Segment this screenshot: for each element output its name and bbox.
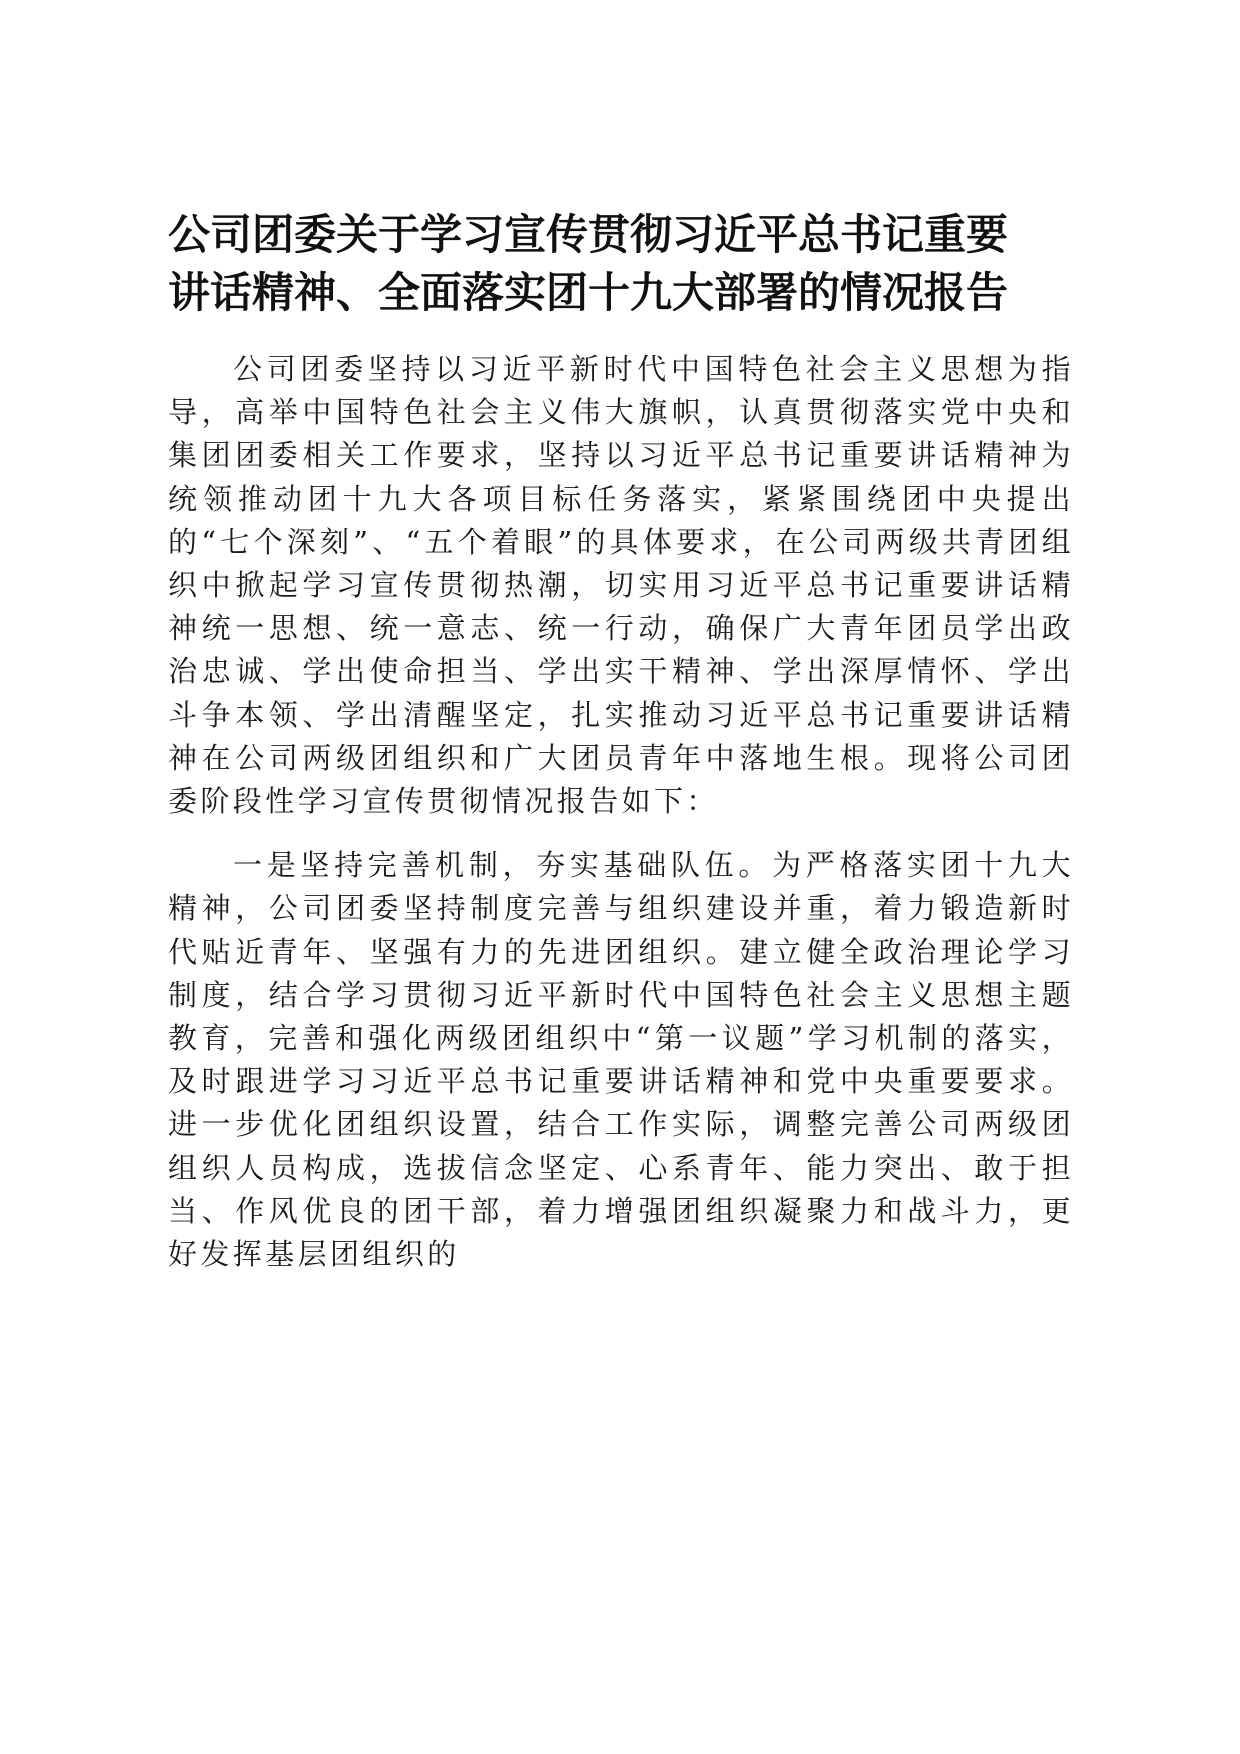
title-line-2: 讲话精神、全面落实团十九大部署的情况报告	[168, 268, 1009, 317]
paragraph-section-one: 一是坚持完善机制，夯实基础队伍。为严格落实团十九大精神，公司团委坚持制度完善与组织建设并重，着力锻造新时代贴近青年、坚强有力的先进团组织。建立健全政治理论学习制度，结合学习贯彻习近平新时代中国特色社会主义思想主题教育，完善和强化两级团组织中“第一议题”学习机制的落实，及时跟进学习习近平总书记重要讲话精神和党中央重要要求。进一步优化团组织设置，结合工作实际，调整完善公司两级团组织人员构成，选拔信念坚定、心系青年、能力突出、敢于担当、作风优良的团干部，着力增强团组织凝聚力和战斗力，更好发挥基层团组织的	[168, 848, 1074, 1272]
document-title	[168, 206, 1078, 322]
document-body	[168, 348, 1074, 1276]
paragraph-intro: 公司团委坚持以习近平新时代中国特色社会主义思想为指导，高举中国特色社会主义伟大旗帜，认真贯彻落实党中央和集团团委相关工作要求，坚持以习近平总书记重要讲话精神为统领推动团十九大各项目标任务落实，紧紧围绕团中央提出的“七个深刻”、“五个着眼”的具体要求，在公司两级共青团组织中掀起学习宣传贯彻热潮，切实用习近平总书记重要讲话精神统一思想、统一意志、统一行动，确保广大青年团员学出政治忠诚、学出使命担当、学出实干精神、学出深厚情怀、学出斗争本领、学出清醒坚定，扎实推动习近平总书记重要讲话精神在公司两级团组织和广大团员青年中落地生根。现将公司团委阶段性学习宣传贯彻情况报告如下：	[168, 352, 1074, 819]
title-line-1: 公司团委关于学习宣传贯彻习近平总书记重要	[168, 210, 1009, 259]
